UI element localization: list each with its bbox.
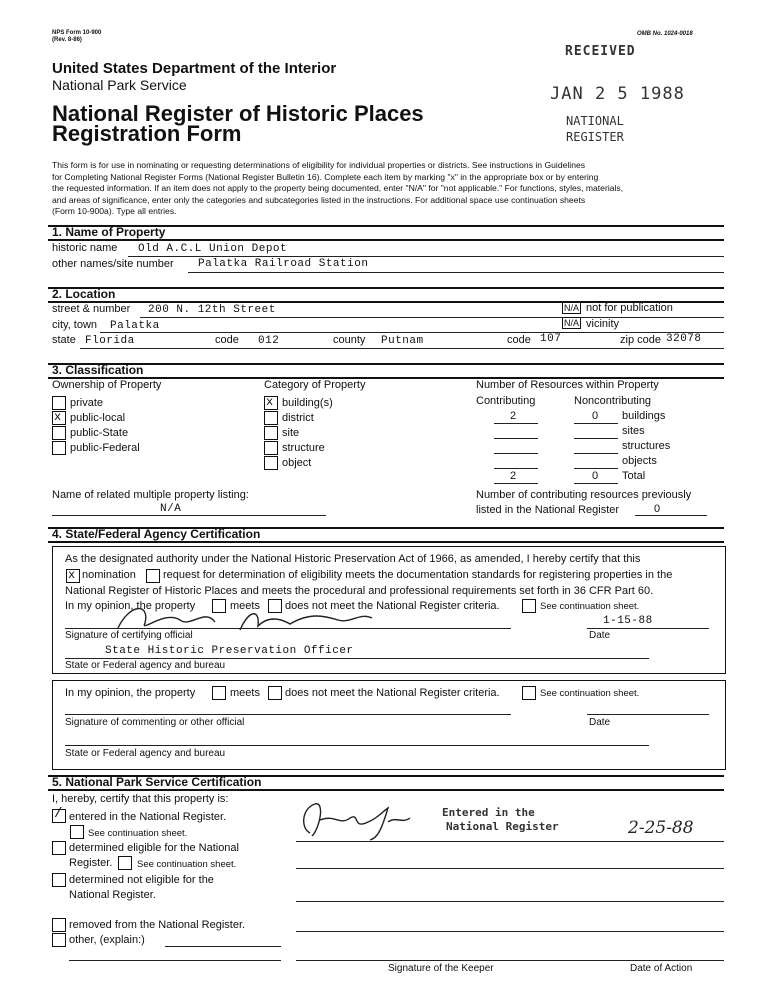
ownership-label: public-local	[70, 412, 126, 424]
agency-value: State Historic Preservation Officer	[105, 645, 354, 657]
omb-number: OMB No. 1024-0018	[637, 31, 693, 37]
meets-label: meets	[230, 600, 260, 612]
keeper-signature-label: Signature of the Keeper	[388, 963, 494, 974]
stamp-register: REGISTER	[566, 130, 624, 144]
code-value: 012	[258, 335, 280, 347]
category-label: site	[282, 427, 300, 439]
ownership-label: public-Federal	[70, 442, 140, 454]
county-code-label: code	[507, 334, 531, 346]
historic-name-label: historic name	[52, 242, 118, 254]
not-eligible-label-1: determined not eligible for the	[69, 874, 214, 886]
street-value: 200 N. 12th Street	[148, 304, 276, 316]
other-names-label: other names/site number	[52, 258, 174, 270]
resource-type-label: sites	[622, 425, 645, 437]
state-label: state	[52, 334, 76, 346]
entered-checkbox[interactable]: /	[52, 809, 66, 823]
category-checkbox[interactable]	[264, 456, 278, 470]
form-id: NPS Form 10-900	[52, 30, 102, 36]
continuation-checkbox[interactable]	[522, 599, 536, 613]
county-code-value: 107	[540, 333, 562, 345]
contributing-line	[494, 423, 538, 424]
nfp-mark: N/A	[564, 303, 580, 313]
form-rev: (Rev. 8-86)	[52, 37, 82, 43]
other-checkbox[interactable]	[52, 933, 66, 947]
noncontributing-title: Noncontributing	[574, 395, 652, 407]
previous-count-value: 0	[654, 503, 661, 515]
entered-stamp-2: National Register	[446, 820, 559, 833]
zip-label: zip code	[620, 334, 661, 346]
ownership-checkbox[interactable]	[52, 426, 66, 440]
category-label: building(s)	[282, 397, 333, 409]
stamp-national: NATIONAL	[566, 114, 624, 128]
contributing-line	[494, 483, 538, 484]
zip-value: 32078	[666, 333, 702, 345]
contributing-count: 2	[510, 470, 517, 482]
b-opinion-label: In my opinion, the property	[65, 687, 196, 699]
category-checkbox[interactable]	[264, 426, 278, 440]
cert-text-2: request for determination of eligibility meets the documentation standards for registering properties in the	[163, 569, 673, 581]
noncontributing-line	[574, 468, 618, 469]
b-does-not-meet-checkbox[interactable]	[268, 686, 282, 700]
b-date-label: Date	[589, 717, 611, 728]
category-label: district	[282, 412, 314, 424]
resources-title: Number of Resources within Property	[476, 379, 659, 391]
contributing-line	[494, 453, 538, 454]
date-label: Date	[589, 630, 611, 641]
noncontributing-line	[574, 483, 618, 484]
entered-continuation-label: See continuation sheet.	[88, 828, 188, 839]
eligible-checkbox[interactable]	[52, 841, 66, 855]
street-label: street & number	[52, 303, 131, 315]
code-label: code	[215, 334, 239, 346]
b-signature-label: Signature of commenting or other official	[65, 717, 245, 728]
category-checkbox[interactable]	[264, 441, 278, 455]
previous-count-label-1: Number of contributing resources previously	[476, 489, 692, 501]
vicinity-mark: N/A	[564, 318, 580, 328]
b-continuation-checkbox[interactable]	[522, 686, 536, 700]
ownership-checkbox[interactable]: x	[52, 411, 66, 425]
removed-checkbox[interactable]	[52, 918, 66, 932]
section-5-heading: 5. National Park Service Certification	[52, 775, 262, 789]
resource-type-label: Total	[622, 470, 646, 482]
contributing-title: Contributing	[476, 395, 536, 407]
resource-type-label: buildings	[622, 410, 666, 422]
entered-label: entered in the National Register.	[69, 811, 227, 823]
section-1-heading: 1. Name of Property	[52, 225, 166, 239]
service-name: National Park Service	[52, 77, 187, 93]
county-value: Putnam	[381, 335, 424, 347]
ownership-label: public-State	[70, 427, 129, 439]
section-2-heading: 2. Location	[52, 287, 116, 301]
contributing-line	[494, 468, 538, 469]
noncontributing-count: 0	[592, 470, 599, 482]
keeper-date-handwritten: 2-25-88	[628, 818, 694, 838]
vicinity-label: vicinity	[586, 318, 620, 330]
category-checkbox[interactable]	[264, 411, 278, 425]
keeper-signature	[290, 798, 420, 843]
removed-label: removed from the National Register.	[69, 919, 246, 931]
not-eligible-checkbox[interactable]	[52, 873, 66, 887]
historic-name-value: Old A.C.L Union Depot	[138, 243, 288, 255]
category-label: object	[282, 457, 312, 469]
form-title: National Register of Historic Places	[52, 101, 424, 126]
b-agency-label: State or Federal agency and bureau	[65, 748, 226, 759]
received-date: JAN 2 5 1988	[550, 84, 685, 104]
noncontributing-line	[574, 423, 618, 424]
other-label: other, (explain:)	[69, 934, 145, 946]
county-label: county	[333, 334, 366, 346]
does-not-meet-label: does not meet the National Register criteria.	[285, 600, 500, 612]
ownership-checkbox[interactable]	[52, 441, 66, 455]
agency-label: State or Federal agency and bureau	[65, 660, 226, 671]
continuation-label: See continuation sheet.	[540, 601, 640, 612]
department-name: United States Department of the Interior	[52, 60, 337, 77]
contributing-line	[494, 438, 538, 439]
resource-type-label: objects	[622, 455, 657, 467]
category-checkbox[interactable]: x	[264, 396, 278, 410]
entered-stamp-1: Entered in the	[442, 806, 535, 819]
nomination-label: nomination	[82, 569, 136, 581]
cert-text-1: As the designated authority under the National Historic Preservation Act of 1966, as amended, I hereby certify that this	[65, 553, 641, 565]
ownership-label: private	[70, 397, 104, 409]
section-3-heading: 3. Classification	[52, 363, 144, 377]
date-of-action-label: Date of Action	[630, 963, 693, 974]
ownership-title: Ownership of Property	[52, 379, 162, 391]
opinion-label: In my opinion, the property	[65, 600, 196, 612]
cert-text-3: National Register of Historic Places and meets the procedural and professional requirements set forth in 36 CFR Part 60.	[65, 585, 654, 597]
b-meets-checkbox[interactable]	[212, 686, 226, 700]
instructions: This form is for use in nominating or requesting determinations of eligibility for individual properties or districts. See instructions in Guidelines for Completing National Register Forms (National Register Bulletin 16). Complete each item by marking "x" in the appropriate box or by entering the requested information. If an item does not apply to the property being documented, enter "N/A" for "not applicable." For functions, styles, materials, and areas of significance, enter only the categories and subcategories listed in the instructions. For additional space use continuation sheets (Form 10-900a). Type all entries.	[52, 160, 624, 217]
eligible-continuation-label: See continuation sheet.	[137, 859, 237, 870]
not-eligible-label-2: National Register.	[69, 889, 156, 901]
eligible-label-1: determined eligible for the National	[69, 842, 239, 854]
previous-count-label-2: listed in the National Register	[476, 504, 620, 516]
state-value: Florida	[85, 335, 135, 347]
contributing-count: 2	[510, 410, 517, 422]
other-names-value: Palatka Railroad Station	[198, 258, 369, 270]
section-4-heading: 4. State/Federal Agency Certification	[52, 527, 261, 541]
city-value: Palatka	[110, 320, 160, 332]
category-title: Category of Property	[264, 379, 366, 391]
eligible-continuation-checkbox[interactable]	[118, 856, 132, 870]
b-continuation-label: See continuation sheet.	[540, 688, 640, 699]
eligible-label-2: Register.	[69, 857, 113, 869]
ownership-checkbox[interactable]	[52, 396, 66, 410]
noncontributing-line	[574, 438, 618, 439]
signature-label: Signature of certifying official	[65, 630, 193, 641]
resource-type-label: structures	[622, 440, 671, 452]
noncontributing-count: 0	[592, 410, 599, 422]
nps-cert-intro: I, hereby, certify that this property is:	[52, 793, 229, 805]
received-stamp: RECEIVED	[565, 44, 636, 59]
cert-date-value: 1-15-88	[603, 615, 653, 627]
form-subtitle: Registration Form	[52, 121, 242, 146]
entered-continuation-checkbox[interactable]	[70, 825, 84, 839]
b-does-not-meet-label: does not meet the National Register criteria.	[285, 687, 500, 699]
multiple-listing-value: N/A	[160, 503, 182, 515]
b-meets-label: meets	[230, 687, 260, 699]
nomination-checkbox[interactable]: x	[66, 569, 80, 583]
request-checkbox[interactable]	[146, 569, 160, 583]
category-label: structure	[282, 442, 325, 454]
noncontributing-line	[574, 453, 618, 454]
multiple-listing-label: Name of related multiple property listing:	[52, 489, 249, 501]
nfp-label: not for publication	[586, 302, 673, 314]
city-label: city, town	[52, 319, 98, 331]
